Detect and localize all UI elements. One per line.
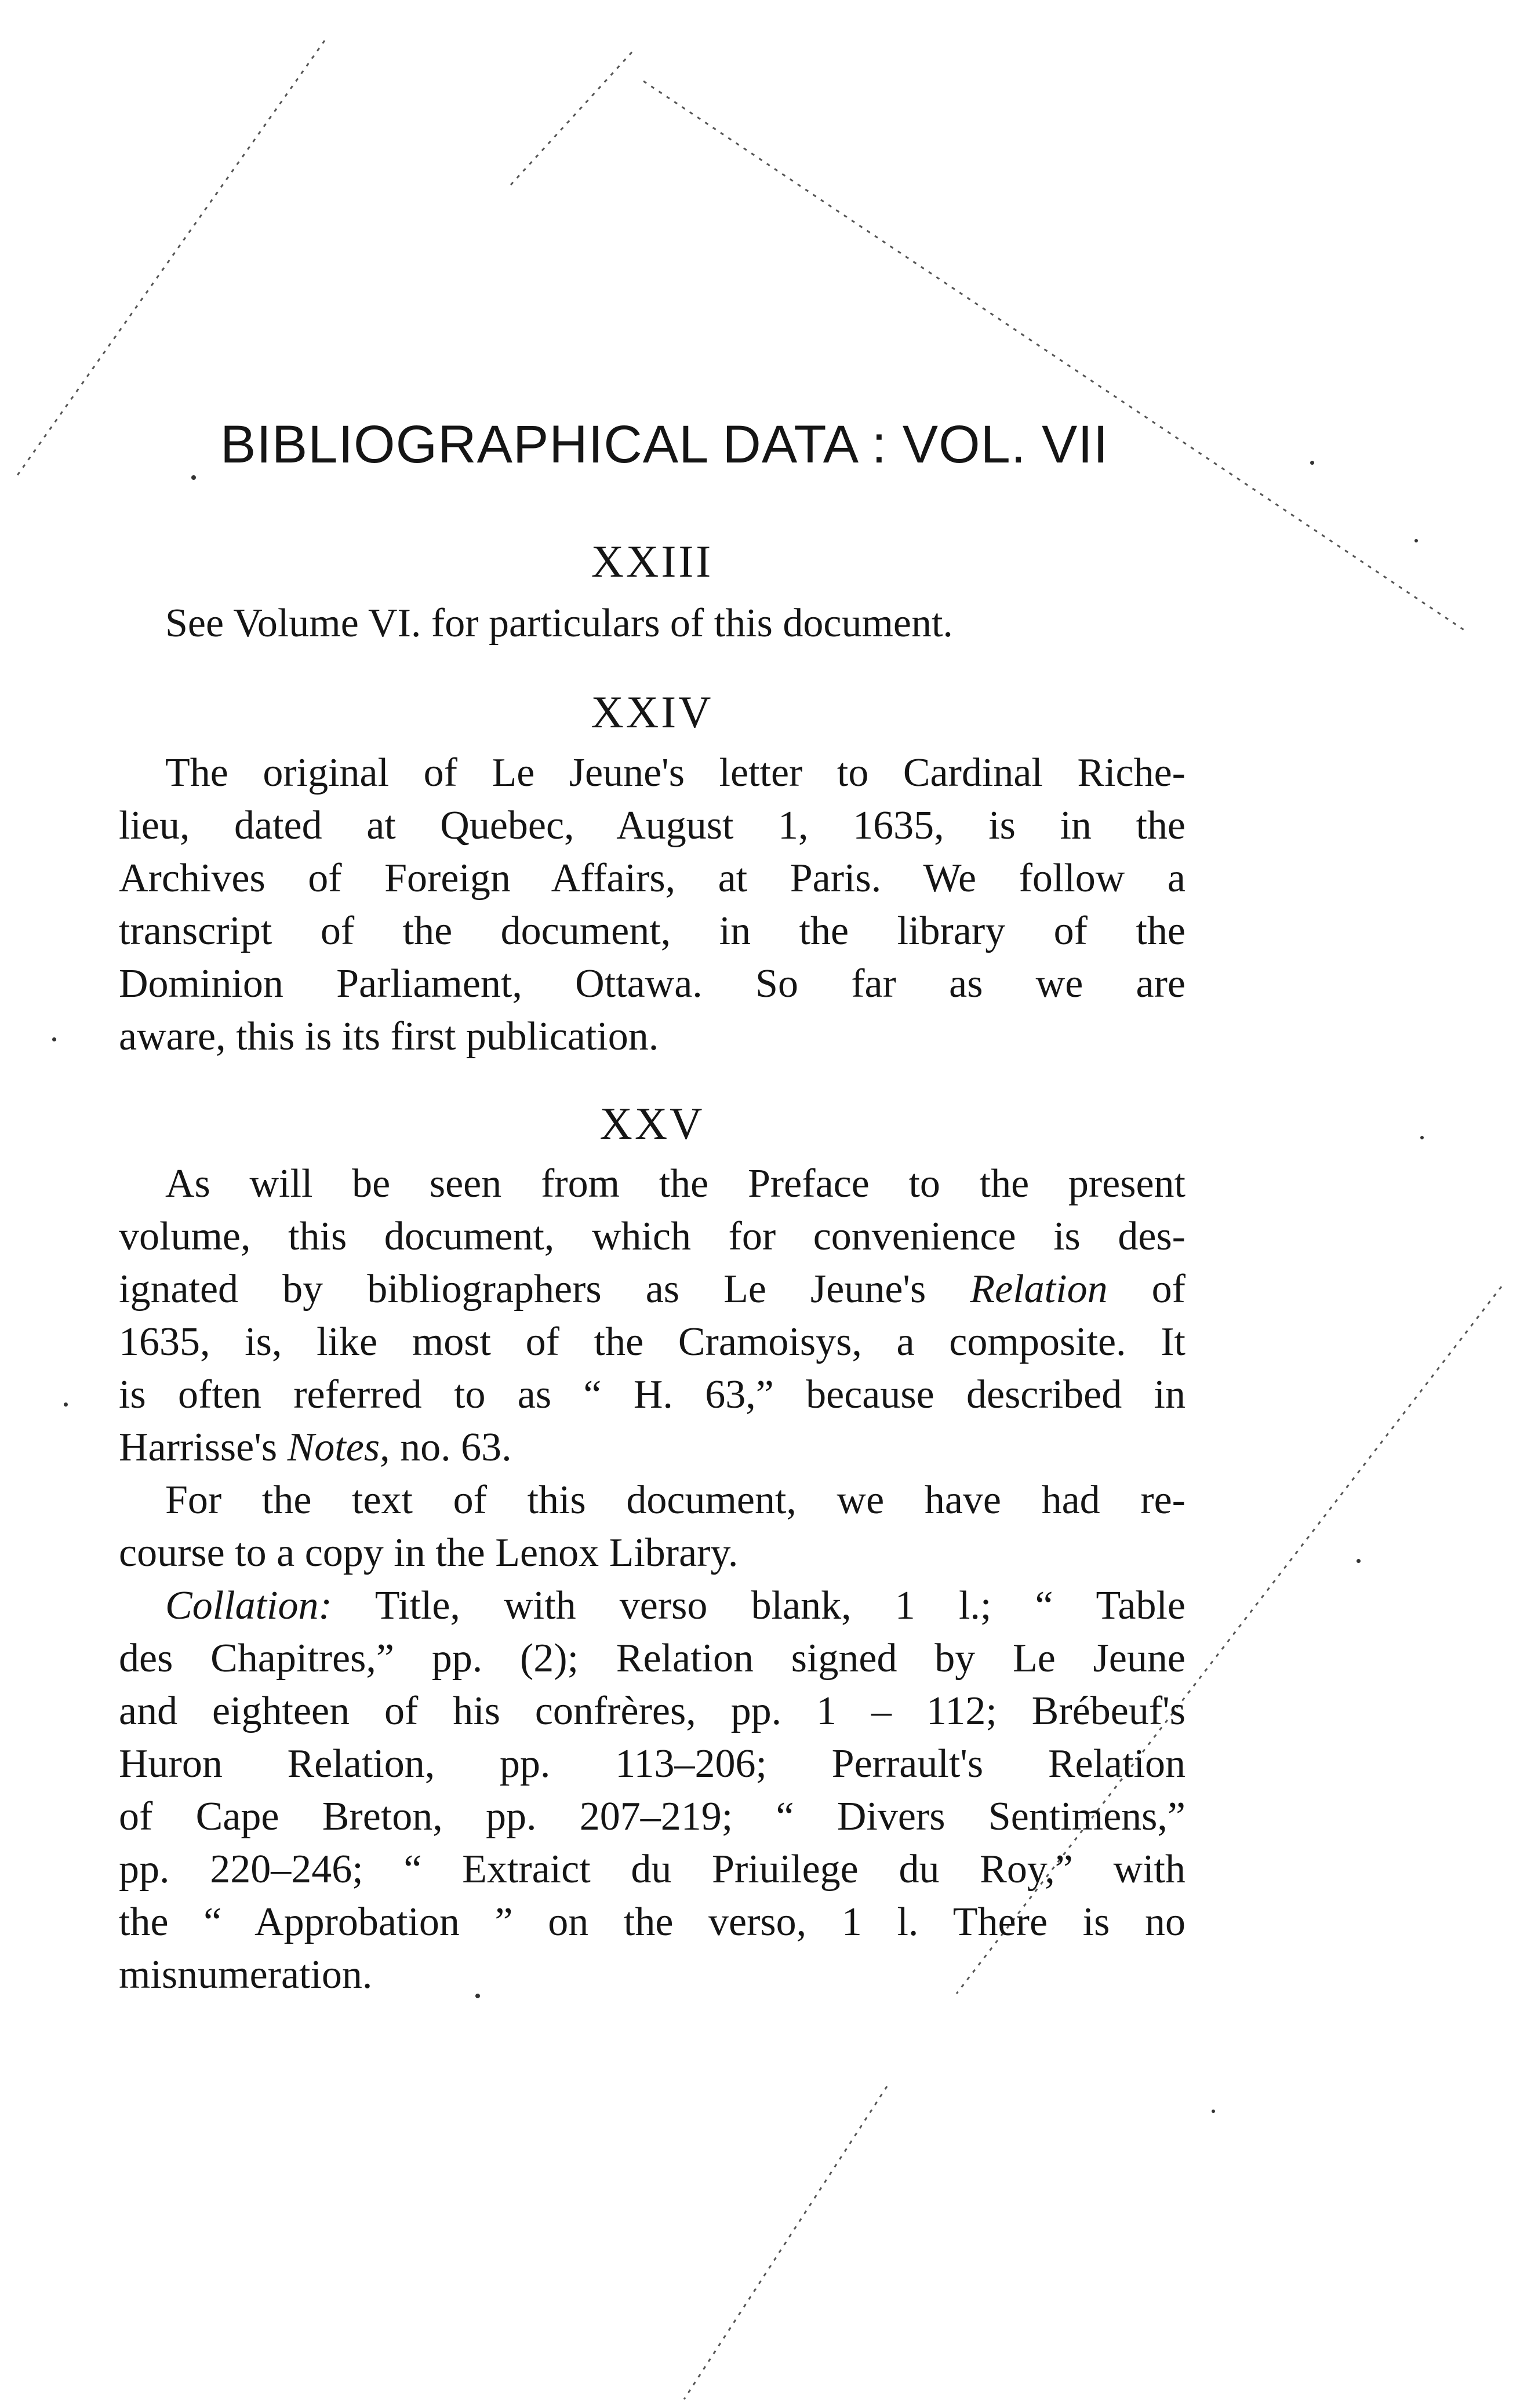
text-fragment: Harrisse's (119, 1425, 288, 1470)
scan-speck (191, 475, 196, 480)
text-fragment: Title, with verso blank, 1 l.; “ Table (332, 1583, 1185, 1628)
paragraph (119, 746, 1185, 1063)
section-xxiv-body (119, 746, 1185, 1063)
text-line: pp. 220–246; “ Extraict du Priuilege du Roy,” with (119, 1847, 1185, 1892)
section-xxiv (119, 687, 1185, 737)
text-line: volume, this document, which for convenience is des- (119, 1214, 1185, 1259)
scan-speck (64, 1402, 68, 1407)
text-fragment: , no. 63. (380, 1425, 512, 1470)
text-line: Archives of Foreign Affairs, at Paris. We follow a (119, 856, 1185, 901)
italic-title: Notes (287, 1425, 380, 1470)
text-line: 1635, is, like most of the Cramoisys, a composite. It (119, 1320, 1185, 1364)
text-line: See Volume VI. for particulars of this document. (165, 601, 953, 646)
section-numeral: XXV (599, 1098, 705, 1149)
section-xxiii-body (119, 597, 1185, 650)
italic-title: Relation (970, 1267, 1108, 1312)
page-title: BIBLIOGRAPHICAL DATA : VOL. VII (220, 415, 1109, 474)
paragraph (119, 1474, 1185, 1579)
text-line: Huron Relation, pp. 113–206; Perrault's Relation (119, 1742, 1185, 1786)
section-xxv (119, 1098, 1185, 1149)
scan-speck (1420, 1136, 1424, 1139)
text-line: lieu, dated at Quebec, August 1, 1635, is in the (119, 803, 1185, 848)
text-line: course to a copy in the Lenox Library. (119, 1531, 739, 1575)
text-line: the “ Approbation ” on the verso, 1 l. There is no (119, 1900, 1185, 1944)
section-xxv-body (119, 1157, 1185, 2001)
text-line: As will be seen from the Preface to the present (165, 1161, 1185, 1206)
italic-label: Collation: (165, 1583, 332, 1628)
text-line: transcript of the document, in the library of the (119, 909, 1185, 953)
text-line: aware, this is its first publication. (119, 1014, 659, 1059)
section-xxiii (119, 536, 1185, 586)
text-line: misnumeration. (119, 1952, 373, 1997)
scan-speck (1310, 461, 1314, 465)
text-line: of Cape Breton, pp. 207–219; “ Divers Sentimens,” (119, 1794, 1185, 1839)
paragraph (119, 1157, 1185, 1474)
scan-speck (52, 1037, 56, 1041)
text-fragment: of (1107, 1267, 1185, 1312)
text-line-with-italic (119, 1579, 1185, 1632)
text-line: is often referred to as “ H. 63,” because described in (119, 1372, 1185, 1417)
section-numeral: XXIV (591, 687, 714, 737)
scan-speck (1414, 539, 1418, 542)
section-numeral: XXIII (591, 536, 714, 586)
text-fragment: ignated by bibliographers as Le Jeune's (119, 1267, 970, 1312)
scan-speck (475, 1994, 480, 1998)
text-line: For the text of this document, we have had re- (165, 1478, 1185, 1522)
paragraph (119, 1579, 1185, 2001)
text-line: The original of Le Jeune's letter to Cardinal Riche- (165, 751, 1185, 795)
text-line: des Chapitres,” pp. (2); Relation signed by Le Jeune (119, 1636, 1185, 1681)
text-line: and eighteen of his confrères, pp. 1 – 112; Brébeuf's (119, 1689, 1185, 1733)
scan-speck (1357, 1559, 1361, 1563)
scan-speck (1212, 2110, 1215, 2113)
text-line: Dominion Parliament, Ottawa. So far as we are (119, 961, 1185, 1006)
text-line-with-italic (119, 1263, 1185, 1316)
text-line-with-italic (119, 1421, 1185, 1474)
paragraph (119, 597, 1185, 650)
